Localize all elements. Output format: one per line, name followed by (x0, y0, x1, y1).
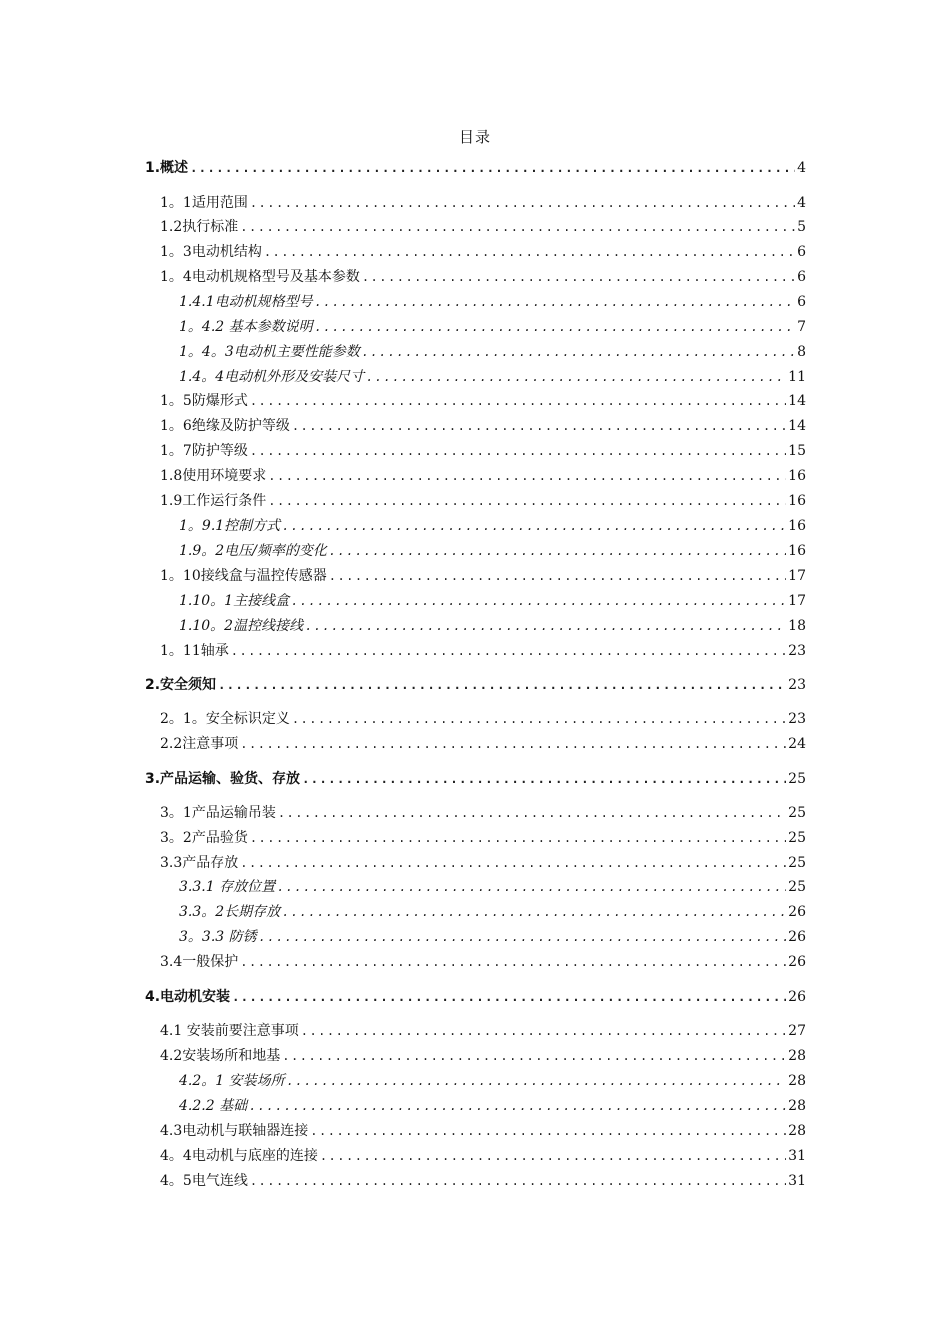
toc-entry-title: 1.10。1主接线盒 (179, 593, 290, 609)
toc-entry-page: 6 (797, 244, 806, 260)
toc-entry-page: 8 (797, 344, 806, 360)
toc-entry-page: 11 (788, 369, 806, 385)
toc-entry-page: 28 (788, 1073, 806, 1089)
toc-entry-page: 25 (788, 855, 806, 871)
toc-entry[interactable] (160, 415, 806, 437)
toc-entry[interactable] (179, 515, 806, 537)
toc-entry-title: 1。9.1控制方式 (179, 518, 281, 534)
toc-entry-title: 1.8使用环境要求 (160, 468, 267, 484)
toc-entry-title: 3.3产品存放 (160, 855, 239, 871)
toc-entry-page: 16 (788, 543, 806, 559)
toc-entry-page: 6 (797, 294, 806, 310)
toc-entry-page: 5 (797, 219, 806, 235)
toc-leader-dots (250, 1170, 786, 1192)
toc-entry-title: 2.安全须知 (145, 677, 217, 693)
toc-entry-title: 4.2。1 安装场所 (179, 1073, 285, 1089)
toc-leader-dots (240, 951, 786, 973)
toc-entry-title: 1.4。4电动机外形及安装尺寸 (179, 369, 365, 385)
toc-entry-page: 25 (788, 830, 806, 846)
toc-entry-title: 1。4.2 基本参数说明 (179, 319, 313, 335)
toc-entry[interactable] (160, 241, 806, 263)
toc-entry-title: 2。1。安全标识定义 (160, 711, 290, 727)
toc-entry-page: 14 (788, 418, 806, 434)
toc-entry-page: 23 (788, 711, 806, 727)
toc-entry-page: 16 (788, 493, 806, 509)
toc-entry[interactable] (160, 802, 806, 824)
toc-entry-title: 3.产品运输、验货、存放 (145, 771, 301, 787)
toc-entry[interactable] (179, 926, 806, 948)
toc-entry[interactable] (179, 615, 806, 637)
toc-entry[interactable] (179, 291, 806, 313)
toc-leader-dots (278, 802, 786, 824)
toc-leader-dots (362, 341, 795, 363)
toc-entry[interactable] (160, 708, 806, 730)
toc-entry[interactable] (179, 341, 806, 363)
toc-entry-page: 27 (788, 1023, 806, 1039)
toc-leader-dots (366, 366, 786, 388)
toc-leader-dots (292, 708, 786, 730)
toc-entry-title: 3。2产品验货 (160, 830, 248, 846)
toc-entry-title: 2.2注意事项 (160, 736, 239, 752)
toc-entry[interactable] (160, 216, 806, 238)
toc-entry-page: 16 (788, 518, 806, 534)
toc-entry-title: 1。11轴承 (160, 643, 229, 659)
toc-entry-page: 31 (788, 1173, 806, 1189)
page-title: 目录 (458, 128, 491, 146)
toc-leader-dots (264, 241, 795, 263)
toc-leader-dots (277, 876, 786, 898)
toc-entry[interactable] (160, 827, 806, 849)
toc-entry-title: 1.9。2电压/频率的变化 (179, 543, 327, 559)
toc-leader-dots (218, 674, 786, 696)
toc-entry-page: 18 (788, 618, 806, 634)
toc-leader-dots (292, 415, 786, 437)
toc-entry[interactable] (179, 1070, 806, 1092)
toc-leader-dots (250, 390, 786, 412)
toc-entry[interactable] (160, 733, 806, 755)
toc-entry-page: 26 (788, 989, 806, 1005)
toc-entry-title: 3。1产品运输吊装 (160, 805, 276, 821)
toc-entry-title: 1。6绝缘及防护等级 (160, 418, 290, 434)
toc-entry-title: 1.10。2温控线接线 (179, 618, 304, 634)
toc-entry[interactable] (179, 540, 806, 562)
toc-entry[interactable] (145, 157, 806, 179)
toc-entry-title: 1。7防护等级 (160, 443, 248, 459)
toc-leader-dots (301, 1020, 786, 1042)
toc-leader-dots (287, 1070, 787, 1092)
toc-entry-page: 25 (788, 879, 806, 895)
toc-entry[interactable] (160, 951, 806, 973)
toc-leader-dots (282, 901, 786, 923)
toc-entry[interactable] (145, 674, 806, 696)
toc-leader-dots (232, 986, 786, 1008)
toc-entry[interactable] (160, 440, 806, 462)
toc-entry-page: 4 (797, 195, 806, 211)
toc-entry-title: 3.3。2长期存放 (179, 904, 281, 920)
toc-entry-title: 4。5电气连线 (160, 1173, 248, 1189)
toc-entry-title: 1。4。3电动机主要性能参数 (179, 344, 360, 360)
toc-entry-title: 4.2.2 基础 (179, 1098, 248, 1114)
toc-entry-page: 7 (797, 319, 806, 335)
toc-entry-page: 23 (788, 677, 806, 693)
toc-leader-dots (310, 1120, 786, 1142)
toc-leader-dots (259, 926, 787, 948)
toc-entry-page: 31 (788, 1148, 806, 1164)
toc-entry[interactable] (179, 366, 806, 388)
toc-entry-page: 28 (788, 1048, 806, 1064)
toc-leader-dots (362, 266, 795, 288)
toc-entry-page: 15 (788, 443, 806, 459)
toc-entry[interactable] (179, 316, 806, 338)
toc-entry-title: 4.电动机安装 (145, 989, 231, 1005)
toc-entry-title: 4.2安装场所和地基 (160, 1048, 281, 1064)
toc-entry[interactable] (160, 565, 806, 587)
toc-entry-page: 6 (797, 269, 806, 285)
toc-entry[interactable] (160, 1120, 806, 1142)
toc-entry-title: 1.概述 (145, 160, 189, 176)
toc-entry-title: 1。5防爆形式 (160, 393, 248, 409)
toc-entry-page: 26 (788, 904, 806, 920)
toc-entry-page: 28 (788, 1098, 806, 1114)
toc-entry[interactable] (160, 1145, 806, 1167)
toc-entry[interactable] (160, 266, 806, 288)
toc-entry-title: 1.2执行标准 (160, 219, 239, 235)
toc-entry-page: 4 (797, 160, 806, 176)
toc-leader-dots (240, 852, 786, 874)
toc-leader-dots (250, 192, 795, 214)
toc-entry-page: 17 (788, 568, 806, 584)
toc-entry-page: 26 (788, 929, 806, 945)
toc-leader-dots (320, 1145, 786, 1167)
toc-entry-title: 3.3.1 存放位置 (179, 879, 276, 895)
toc-entry-page: 17 (788, 593, 806, 609)
toc-entry[interactable] (160, 1170, 806, 1192)
toc-entry-page: 28 (788, 1123, 806, 1139)
toc-entry[interactable] (160, 1020, 806, 1042)
toc-entry[interactable] (160, 192, 806, 214)
toc-entry[interactable] (160, 1045, 806, 1067)
toc-entry[interactable] (160, 852, 806, 874)
toc-entry[interactable] (160, 390, 806, 412)
toc-entry-title: 1.4.1电动机规格型号 (179, 294, 313, 310)
toc-entry-page: 16 (788, 468, 806, 484)
toc-leader-dots (282, 515, 786, 537)
toc-entry-title: 1.9工作运行条件 (160, 493, 267, 509)
toc-leader-dots (231, 640, 786, 662)
toc-entry-page: 25 (788, 771, 806, 787)
toc-leader-dots (249, 1095, 786, 1117)
toc-leader-dots (282, 1045, 786, 1067)
toc-entry[interactable] (179, 590, 806, 612)
toc-entry[interactable] (179, 1095, 806, 1117)
toc-leader-dots (190, 157, 795, 179)
toc-leader-dots (329, 565, 786, 587)
toc-entry-title: 1。4电动机规格型号及基本参数 (160, 269, 360, 285)
toc-entry-title: 4。4电动机与底座的连接 (160, 1148, 318, 1164)
toc-entry-page: 14 (788, 393, 806, 409)
toc-leader-dots (240, 733, 786, 755)
toc-leader-dots (291, 590, 786, 612)
toc-entry-title: 3.4一般保护 (160, 954, 239, 970)
toc-entry[interactable] (160, 490, 806, 512)
toc-entry-title: 4.3电动机与联轴器连接 (160, 1123, 309, 1139)
toc-leader-dots (305, 615, 786, 637)
toc-leader-dots (315, 316, 795, 338)
toc-leader-dots (268, 490, 786, 512)
toc-leader-dots (315, 291, 795, 313)
toc-entry-page: 26 (788, 954, 806, 970)
toc-entry-title: 3。3.3 防锈 (179, 929, 257, 945)
toc-entry[interactable] (179, 876, 806, 898)
toc-leader-dots (268, 465, 786, 487)
toc-entry[interactable] (160, 640, 806, 662)
toc-entry-page: 25 (788, 805, 806, 821)
toc-leader-dots (250, 440, 786, 462)
toc-leader-dots (250, 827, 786, 849)
toc-entry-title: 1。10接线盒与温控传感器 (160, 568, 327, 584)
toc-leader-dots (302, 768, 786, 790)
toc-entry-page: 23 (788, 643, 806, 659)
toc-leader-dots (329, 540, 786, 562)
toc-leader-dots (240, 216, 795, 238)
toc-entry-title: 4.1 安装前要注意事项 (160, 1023, 299, 1039)
toc-entry[interactable] (160, 465, 806, 487)
toc-entry-page: 24 (788, 736, 806, 752)
toc-entry[interactable] (145, 986, 806, 1008)
toc-entry[interactable] (179, 901, 806, 923)
toc-entry-title: 1。3电动机结构 (160, 244, 262, 260)
toc-entry-title: 1。1适用范围 (160, 195, 248, 211)
toc-entry[interactable] (145, 768, 806, 790)
